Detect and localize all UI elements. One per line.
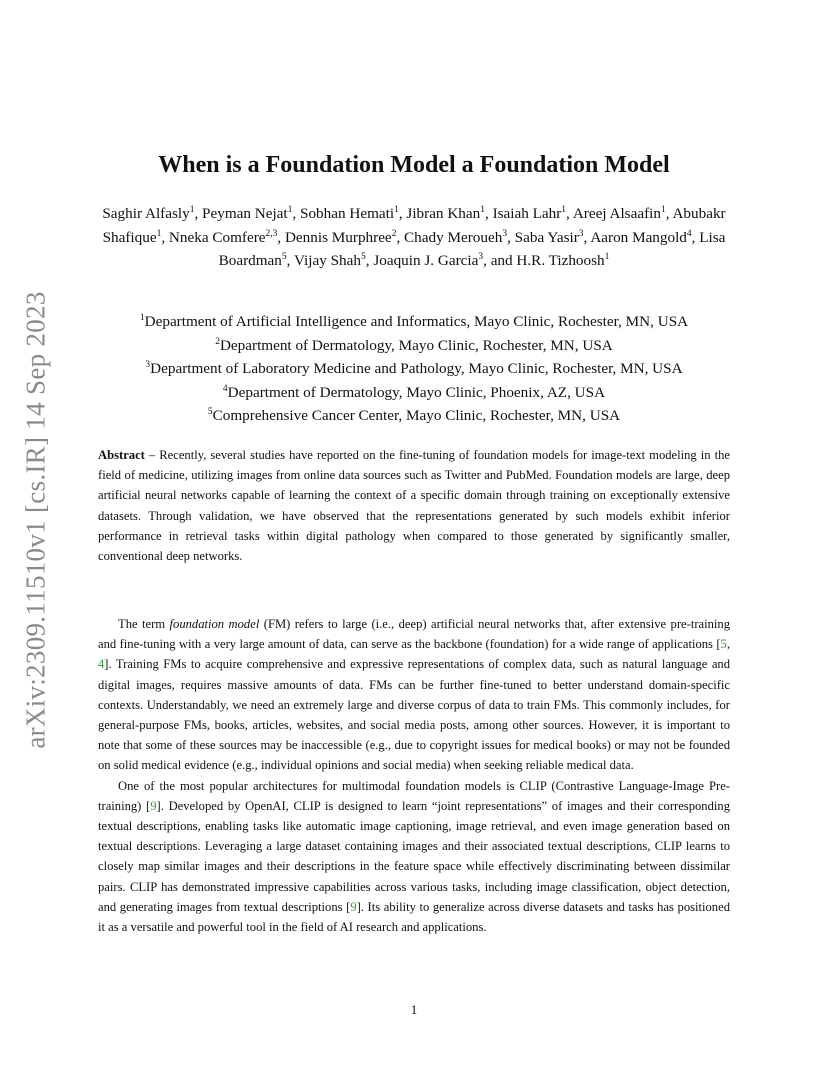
citation-link[interactable]: 9: [150, 798, 157, 813]
affiliation: [80, 404, 748, 428]
affiliation-text: Department of Dermatology, Mayo Clinic, Rochester, MN, USA: [219, 336, 613, 354]
author: Lisa Boardman$^5$,: [218, 228, 726, 269]
author-affiliation-mark: 2,3: [265, 228, 278, 239]
author: Sobhan Hemati$^1$,: [300, 205, 407, 222]
author: Nneka Comfere$^{2,3}$,: [168, 228, 285, 246]
author: Saba Yasir$^3$,: [514, 228, 591, 246]
citation-link[interactable]: 4: [98, 657, 105, 672]
affiliation-text: Department of Artificial Intelligence and Informatics, Mayo Clinic, Rochester, MN, USA: [144, 313, 689, 330]
affiliation: [80, 381, 748, 405]
abstract-heading: Abstract: [98, 448, 145, 462]
author-name: H.R. Tizhoosh: [516, 252, 605, 269]
author-name: Nneka Comfere: [168, 228, 266, 246]
author-affiliation-mark: 5: [360, 252, 366, 262]
author: Peyman Nejat$^1$,: [202, 205, 300, 222]
paragraph: The term foundation model (FM) refers to large (i.e., deep) artificial neural networks that, after extensive pre-training and fine-tuning with a very large amount of data, can serve as the backbone (foundation) for a wide range of applications [5, 4]. Training FMs to acquire comprehensive and expressive representations of complex data, such as natural language and digital images, requires massive amounts of data. FMs can be further fine-tuned to better understand domain-specific contexts. Understandably, we need an extremely large and diverse corpus of data to train FMs. This commonly includes, for general-purpose FMs, books, articles, websites, and social media posts, among other sources. However, it is important to note that some of these sources may be inaccessible (e.g., due to copyright issues for medical books) or may not be founded on solid medical evidence (e.g., individual opinions and social media) when seeking reliable medical data.: [98, 617, 730, 773]
affiliation-number: 1: [139, 313, 145, 323]
author: Dennis Murphree$^2$,: [284, 228, 405, 246]
page-number: 1: [410, 1002, 418, 1017]
author-name: Dennis Murphree: [284, 228, 392, 246]
author-name: Isaiah Lahr: [492, 205, 562, 222]
author: Aaron Mangold$^4$,: [590, 228, 700, 246]
author-affiliation-mark: 1: [604, 252, 610, 262]
author: [516, 252, 609, 269]
author-name: Lisa Boardman: [218, 228, 726, 269]
author-affiliation-mark: 1: [287, 205, 293, 215]
author-affiliation-mark: 3: [502, 228, 508, 239]
author: Areej Alsaafin$^1$,: [572, 205, 673, 222]
body-text: [98, 614, 730, 937]
author-list: [100, 202, 728, 273]
affiliation-text: Department of Laboratory Medicine and Pathology, Mayo Clinic, Rochester, MN, USA: [150, 360, 683, 377]
arxiv-identifier-stamp: arXiv:2309.11510v1 [cs.IR] 14 Sep 2023: [20, 291, 51, 749]
author: Isaiah Lahr$^1$,: [492, 205, 573, 222]
citation-link[interactable]: 9: [350, 899, 357, 914]
author-name: Sobhan Hemati: [300, 205, 395, 222]
author: Joaquin J. Garcia$^3$, and: [373, 252, 517, 269]
author: Abubakr Shafique$^1$,: [102, 205, 726, 246]
author-affiliation-mark: 1: [480, 205, 485, 215]
affiliation-text: Department of Dermatology, Mayo Clinic, Phoenix, AZ, USA: [227, 383, 606, 401]
author-affiliation-mark: 1: [156, 228, 162, 239]
author-name: Saghir Alfasly: [102, 205, 190, 222]
author-name: Abubakr Shafique: [102, 205, 726, 246]
author-name: Aaron Mangold: [590, 228, 687, 246]
author-name: Chady Meroueh: [404, 228, 503, 246]
author-name: Jibran Khan: [406, 205, 481, 222]
affiliation: [80, 334, 748, 358]
author-name: Vijay Shah: [293, 252, 361, 269]
emphasis-term: foundation model: [169, 617, 260, 631]
author: Jibran Khan$^1$,: [406, 205, 493, 222]
paper-title: When is a Foundation Model a Foundation Model: [158, 152, 670, 178]
author-affiliation-mark: 3: [578, 228, 584, 239]
affiliation-number: 4: [222, 383, 228, 394]
author-affiliation-mark: 1: [660, 205, 666, 215]
affiliation-number: 2: [215, 336, 220, 347]
affiliation-text: Comprehensive Cancer Center, Mayo Clinic, Rochester, MN, USA: [212, 407, 621, 424]
author-affiliation-mark: 2: [391, 228, 397, 239]
paragraph: One of the most popular architectures for multimodal foundation models is CLIP (Contrastive Language-Image Pre-training) [9]. Developed by OpenAI, CLIP is designed to learn “joint representations” of images and their corresponding textual descriptions, enabling tasks like automatic image captioning, image retrieval, and even image generation based on textual descriptions. Leveraging a large dataset containing images and their associated textual descriptions, CLIP learns to closely map similar images and their descriptions in the feature space while effectively discriminating between dissimilar pairs. CLIP has demonstrated impressive capabilities across various tasks, including image classification, object detection, and generating images from textual descriptions [9]. Its ability to generalize across diverse datasets and tasks has positioned it as a versatile and powerful tool in the field of AI research and applications.: [98, 778, 730, 935]
abstract-text: – Recently, several studies have reported on the fine-tuning of foundation models for image-text modeling in the field of medicine, utilizing images from online data sources such as Twitter and PubMed. Foundation models are large, deep artificial neural networks capable of learning the context of a specific domain through training on exceptionally extensive datasets. Through validation, we have observed that the representations generated by such models exhibit inferior performance in retrieval tasks within digital pathology when compared to those generated by significantly smaller, conventional deep networks.: [98, 448, 730, 564]
author-affiliation-mark: 1: [189, 205, 195, 215]
affiliation: [80, 357, 748, 381]
author-name: Joaquin J. Garcia: [373, 252, 479, 269]
affiliation-list: [80, 310, 748, 428]
abstract: [98, 445, 730, 566]
author: Saghir Alfasly$^1$,: [102, 205, 203, 222]
author-name: Areej Alsaafin: [572, 205, 661, 222]
affiliation: [80, 310, 748, 334]
author-affiliation-mark: 4: [686, 228, 692, 239]
author-name: Saba Yasir: [514, 228, 579, 246]
author-affiliation-mark: 5: [281, 252, 287, 262]
author: Vijay Shah$^5$,: [293, 252, 374, 269]
citation-link[interactable]: 5: [720, 637, 727, 652]
author-affiliation-mark: 1: [394, 205, 399, 215]
affiliation-number: 3: [145, 360, 151, 370]
affiliation-number: 5: [207, 407, 213, 417]
author-affiliation-mark: 3: [478, 252, 484, 262]
author-name: Peyman Nejat: [202, 205, 288, 222]
author: Chady Meroueh$^3$,: [404, 228, 515, 246]
author-affiliation-mark: 1: [561, 205, 567, 215]
